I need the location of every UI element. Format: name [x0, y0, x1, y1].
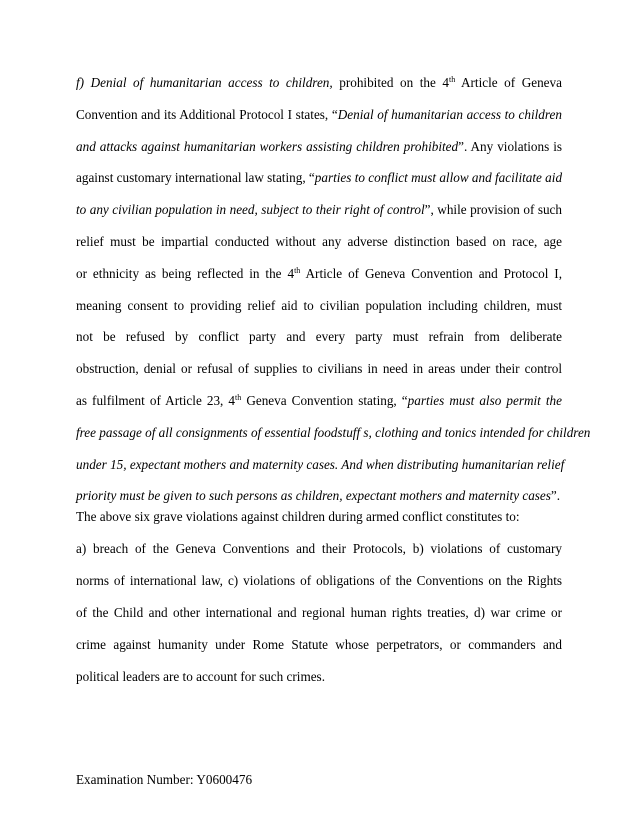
- paragraph-line: [76, 456, 565, 473]
- text-run: relief must be impartial conducted without any adverse distinction based on race, age: [76, 234, 562, 249]
- paragraph-line: [76, 170, 562, 186]
- superscript: th: [235, 393, 242, 402]
- paragraph-line: [76, 139, 562, 155]
- text-run: Geneva Convention stating, “: [241, 393, 408, 408]
- paragraph-line: [76, 361, 562, 377]
- italic-quote: parties must also permit the: [407, 393, 563, 408]
- paragraph-line: [76, 329, 562, 345]
- italic-quote: parties to conflict must allow and facilitate aid: [314, 170, 563, 186]
- text-run: ”.: [550, 488, 561, 504]
- summary-line: of the Child and other international and regional human rights treaties, d) war crime or: [76, 605, 562, 620]
- summary-line: norms of international law, c) violations of obligations of the Conventions on the Rights: [76, 573, 562, 588]
- text-run: ”. Any violations is: [458, 138, 562, 154]
- italic-quote: to any civilian population in need, subject to their right of control: [76, 202, 425, 218]
- text-run: Article of Geneva Convention and Protocol I,: [300, 265, 562, 281]
- summary-intro: The above six grave violations against children during armed conflict constitutes to:: [76, 509, 520, 524]
- paragraph-line: [76, 393, 562, 409]
- paragraph-line: [76, 202, 562, 218]
- text-run: meaning consent to providing relief aid to civilian population including children, must: [76, 297, 562, 313]
- superscript: th: [448, 75, 456, 84]
- text-run: prohibited on the 4: [332, 75, 449, 90]
- text-run: not be refused by conflict party and every party must refrain from deliberate: [76, 329, 562, 345]
- paragraph-line: [76, 107, 562, 123]
- summary-line: crime against humanity under Rome Statute whose perpetrators, or commanders and: [76, 637, 562, 652]
- text-run: against customary international law stating, “: [76, 170, 315, 186]
- italic-quote: f) Denial of humanitarian access to children,: [76, 75, 333, 90]
- paragraph-line: [76, 75, 562, 91]
- paragraph-line: [76, 234, 562, 250]
- italic-quote: and attacks against humanitarian workers assisting children prohibited: [76, 138, 459, 154]
- paragraph-line: [76, 488, 562, 504]
- text-run: Article of Geneva: [455, 75, 562, 90]
- text-run: or ethnicity as being reflected in the 4: [76, 265, 295, 281]
- text-run: ”, while provision of such: [424, 202, 562, 218]
- italic-quote: under 15, expectant mothers and maternity cases. And when distributing humanitarian relief: [76, 456, 565, 472]
- paragraph-line: [76, 298, 562, 314]
- italic-quote: free passage of all consignments of essential foodstuff s, clothing and tonics intended for children: [76, 424, 591, 440]
- superscript: th: [294, 265, 301, 275]
- text-run: Convention and its Additional Protocol I states, “: [76, 106, 338, 122]
- examination-number-footer: Examination Number: Y0600476: [76, 772, 253, 787]
- italic-quote: Denial of humanitarian access to children: [337, 106, 562, 122]
- paragraph-line: [76, 424, 591, 441]
- text-run: obstruction, denial or refusal of supplies to civilians in need in areas under their control: [76, 361, 562, 377]
- paragraph-line: [76, 266, 562, 282]
- summary-line: political leaders are to account for such crimes.: [76, 669, 325, 684]
- summary-line: a) breach of the Geneva Conventions and their Protocols, b) violations of customary: [76, 541, 562, 556]
- italic-quote: priority must be given to such persons as children, expectant mothers and maternity cases: [76, 488, 551, 504]
- text-run: as fulfilment of Article 23, 4: [76, 393, 236, 408]
